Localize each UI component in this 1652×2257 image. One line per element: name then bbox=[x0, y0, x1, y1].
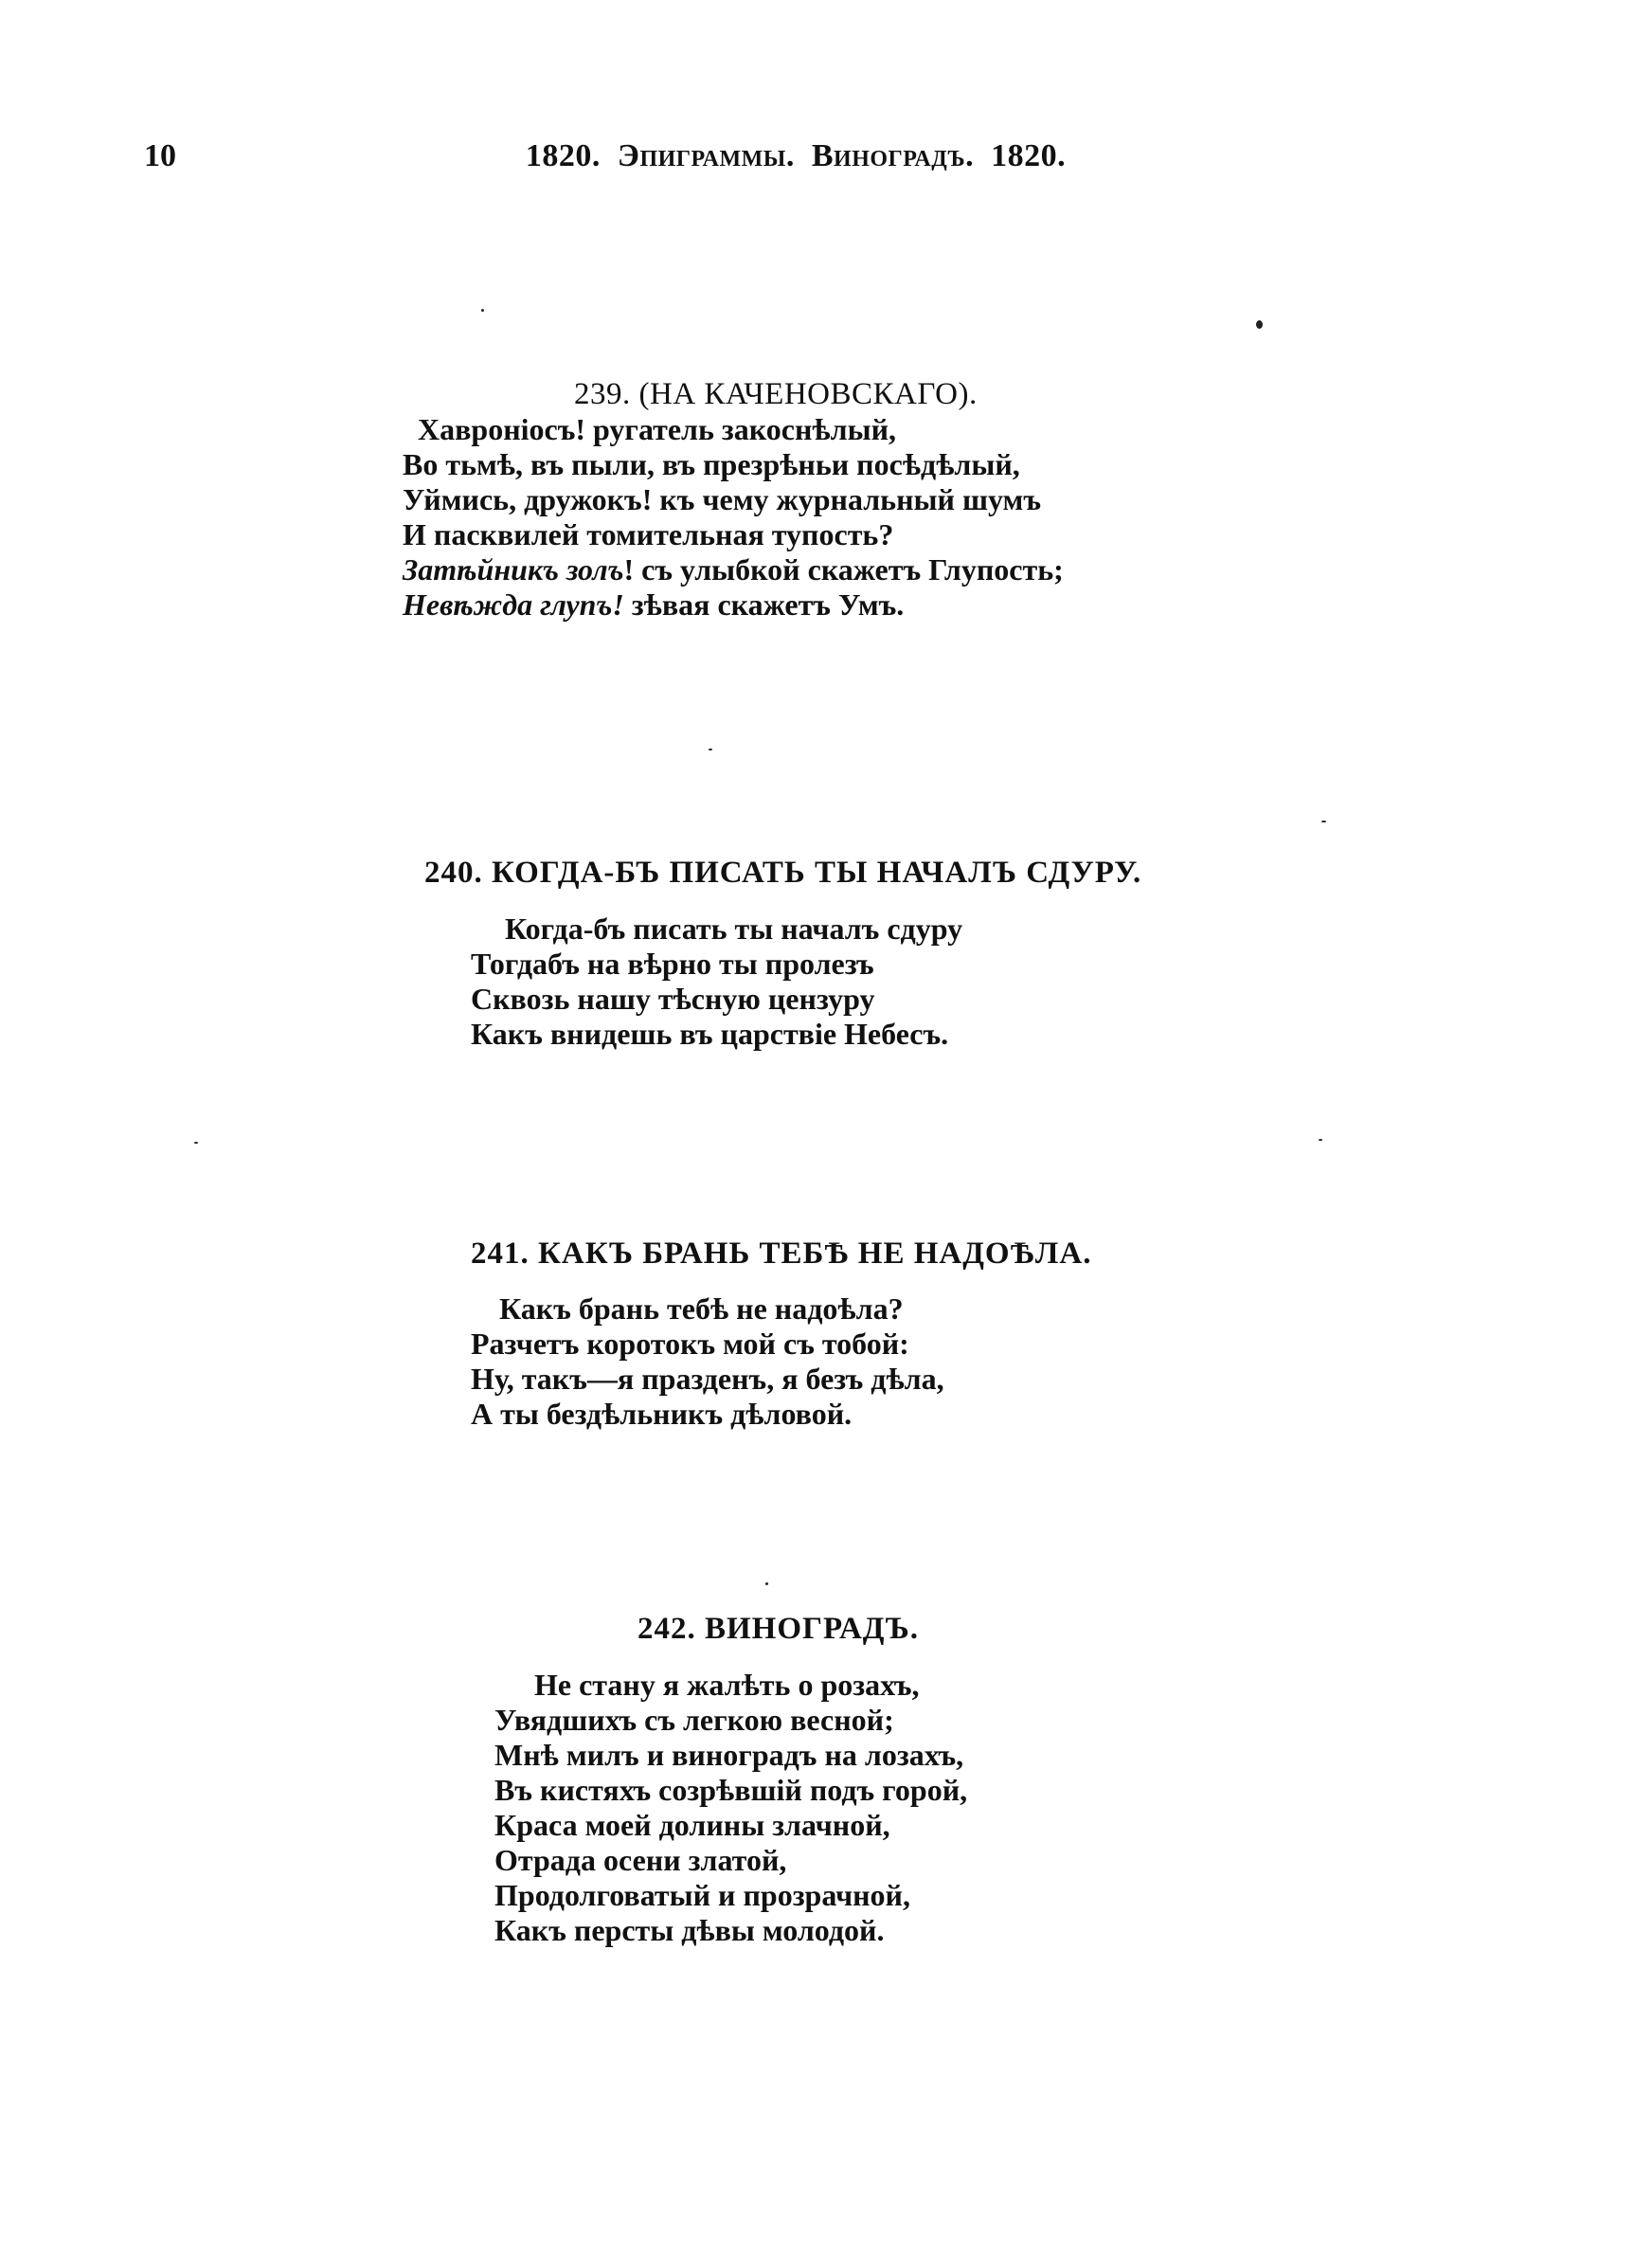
verse-line: Ну, такъ—я празденъ, я безъ дѣла, bbox=[471, 1362, 944, 1396]
scan-speck bbox=[194, 1142, 198, 1144]
running-head-year-left: 1820. bbox=[525, 138, 601, 173]
scan-speck bbox=[1319, 1139, 1322, 1141]
poem-title: 240. КОГДА-БЪ ПИСАТЬ ТЫ НАЧАЛЪ СДУРУ. bbox=[424, 856, 1142, 890]
poem-verse bbox=[403, 412, 1064, 623]
verse-line: А ты бездѣльникъ дѣловой. bbox=[471, 1397, 853, 1431]
running-head-year-right: 1820. bbox=[991, 138, 1067, 173]
verse-line: Какъ персты дѣвы молодой. bbox=[494, 1913, 885, 1947]
verse-line: Въ кистяхъ созрѣвшій подъ горой, bbox=[494, 1773, 968, 1807]
verse-line: Когда-бъ писать ты началъ сдуру bbox=[505, 912, 963, 946]
verse-line: Отрада осени златой, bbox=[494, 1843, 787, 1877]
poem-title: 241. КАКЪ БРАНЬ ТЕБѢ НЕ НАДОѢЛА. bbox=[471, 1237, 1092, 1271]
running-head bbox=[512, 140, 1080, 172]
poem-verse bbox=[471, 1291, 944, 1432]
verse-line: Мнѣ милъ и виноградъ на лозахъ, bbox=[494, 1738, 964, 1772]
poem-title: 242. ВИНОГРАДЪ. bbox=[637, 1612, 919, 1646]
verse-line: Какъ внидешь въ царствіе Небесъ. bbox=[471, 1017, 949, 1051]
verse-line: Сквозь нашу тѣсную цензуру bbox=[471, 982, 875, 1016]
verse-line: Краса моей долины злачной, bbox=[494, 1808, 890, 1842]
page-number: 10 bbox=[144, 138, 176, 173]
verse-line: Уймись, дружокъ! къ чему журнальный шумъ bbox=[403, 482, 1041, 516]
verse-line: Хавроніосъ! ругатель закоснѣлый, bbox=[418, 412, 896, 446]
verse-line: И пасквилей томительная тупость? bbox=[403, 517, 894, 551]
verse-line: Продолговатый и прозрачной, bbox=[494, 1878, 910, 1912]
poem-title: 239. (НА КАЧЕНОВСКАГО). bbox=[574, 377, 978, 411]
verse-line: Увядшихъ съ легкою весной; bbox=[494, 1703, 894, 1737]
running-head-title-1: Эпиграммы. bbox=[617, 138, 795, 173]
running-head-title-2: Виноградъ. bbox=[811, 138, 975, 173]
verse-line: Затѣйникъ золъ! съ улыбкой скажетъ Глупость; bbox=[403, 552, 1064, 587]
scan-speck bbox=[1256, 320, 1263, 329]
scan-speck bbox=[481, 309, 484, 312]
scan-speck bbox=[1321, 821, 1326, 822]
scan-speck bbox=[765, 1582, 768, 1585]
verse-line: Не стану я жалѣть о розахъ, bbox=[534, 1668, 920, 1702]
scan-speck bbox=[709, 749, 712, 750]
verse-line: Невѣжда глупъ! зѣвая скажетъ Умъ. bbox=[403, 587, 905, 622]
verse-line: Во тьмѣ, въ пыли, въ презрѣньи посѣдѣлый, bbox=[403, 447, 1020, 481]
verse-line: Какъ брань тебѣ не надоѣла? bbox=[499, 1291, 904, 1326]
poem-verse bbox=[494, 1668, 967, 1948]
verse-line: Тогдабъ на вѣрно ты пролезъ bbox=[471, 947, 874, 981]
verse-line: Разчетъ коротокъ мой съ тобой: bbox=[471, 1327, 909, 1361]
poem-verse bbox=[471, 912, 962, 1052]
